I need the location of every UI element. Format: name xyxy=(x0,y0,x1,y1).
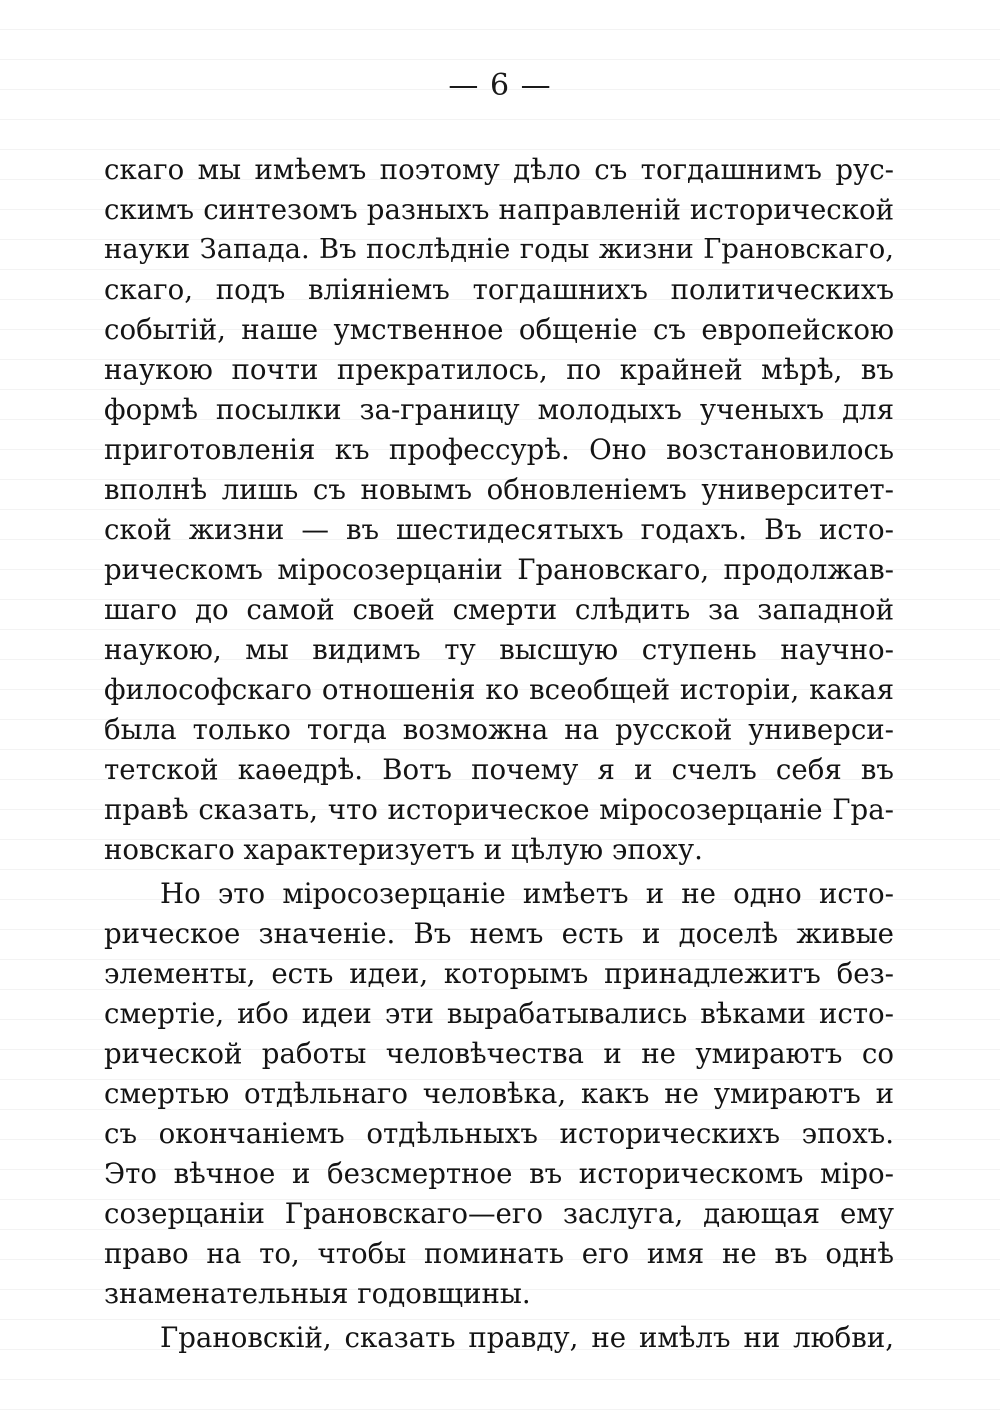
text-line: Это вѣчное и безсмертное въ историческомъ міро- xyxy=(104,1157,894,1190)
text-line: вполнѣ лишь съ новымъ обновленіемъ университет- xyxy=(104,473,894,506)
paragraph xyxy=(104,150,894,870)
text-line: правѣ сказать, что историческое міросозерцаніе Гра- xyxy=(104,793,894,826)
text-line: рическомъ міросозерцаніи Грановскаго, продолжав- xyxy=(104,553,894,586)
text-line: науки Запада. Въ послѣдніе годы жизни Грановскаго, xyxy=(104,234,894,265)
text-line: рическое значеніе. Въ немъ есть и доселѣ живые xyxy=(104,917,894,950)
text-line: скаго, подъ вліяніемъ тогдашнихъ политическихъ xyxy=(104,273,894,306)
text-line: формѣ посылки за-границу молодыхъ ученыхъ для xyxy=(104,393,894,426)
text-line: смертіе, ибо идеи эти вырабатывались вѣками исто- xyxy=(104,997,894,1030)
text-line: приготовленія къ профессурѣ. Оно возстановилось xyxy=(104,433,894,466)
paragraph xyxy=(104,1318,894,1358)
text-line: ской жизни — въ шестидесятыхъ годахъ. Въ исто- xyxy=(104,513,894,546)
text-line: Грановскій, сказать правду, не имѣлъ ни любви, xyxy=(160,1321,894,1354)
text-line: наукою, мы видимъ ту высшую ступень научно- xyxy=(104,633,894,666)
text-line: рической работы человѣчества и не умираютъ со xyxy=(104,1037,894,1070)
text-line: скаго мы имѣемъ поэтому дѣло съ тогдашнимъ рус- xyxy=(104,153,894,186)
text-line: Но это міросозерцаніе имѣетъ и не одно исто- xyxy=(160,877,894,910)
text-line: знаменательныя годовщины. xyxy=(104,1277,531,1310)
body-text xyxy=(104,150,894,1358)
text-line: съ окончаніемъ отдѣльныхъ историческихъ эпохъ. xyxy=(104,1117,894,1150)
text-line: право на то, чтобы поминать его имя не въ однѣ xyxy=(104,1237,894,1270)
text-line: элементы, есть идеи, которымъ принадлежитъ без- xyxy=(104,957,894,990)
text-line: смертью отдѣльнаго человѣка, какъ не умираютъ и xyxy=(104,1077,894,1110)
text-line: созерцаніи Грановскаго—его заслуга, дающая ему xyxy=(104,1197,894,1230)
text-line: философскаго отношенія ко всеобщей исторіи, какая xyxy=(104,673,894,706)
text-line: событій, наше умственное общеніе съ европейскою xyxy=(104,313,894,346)
text-line: наукою почти прекратилось, по крайней мѣрѣ, въ xyxy=(104,353,894,386)
text-line: тетской каѳедрѣ. Вотъ почему я и счелъ себя въ xyxy=(104,753,894,786)
paragraph xyxy=(104,874,894,1314)
page-number: — 6 — xyxy=(448,68,552,103)
text-line: была только тогда возможна на русской универси- xyxy=(104,713,894,746)
text-line: скимъ синтезомъ разныхъ направленій исторической xyxy=(104,193,894,226)
text-line: новскаго характеризуетъ и цѣлую эпоху. xyxy=(104,833,703,866)
text-line: шаго до самой своей смерти слѣдить за западной xyxy=(104,593,894,626)
